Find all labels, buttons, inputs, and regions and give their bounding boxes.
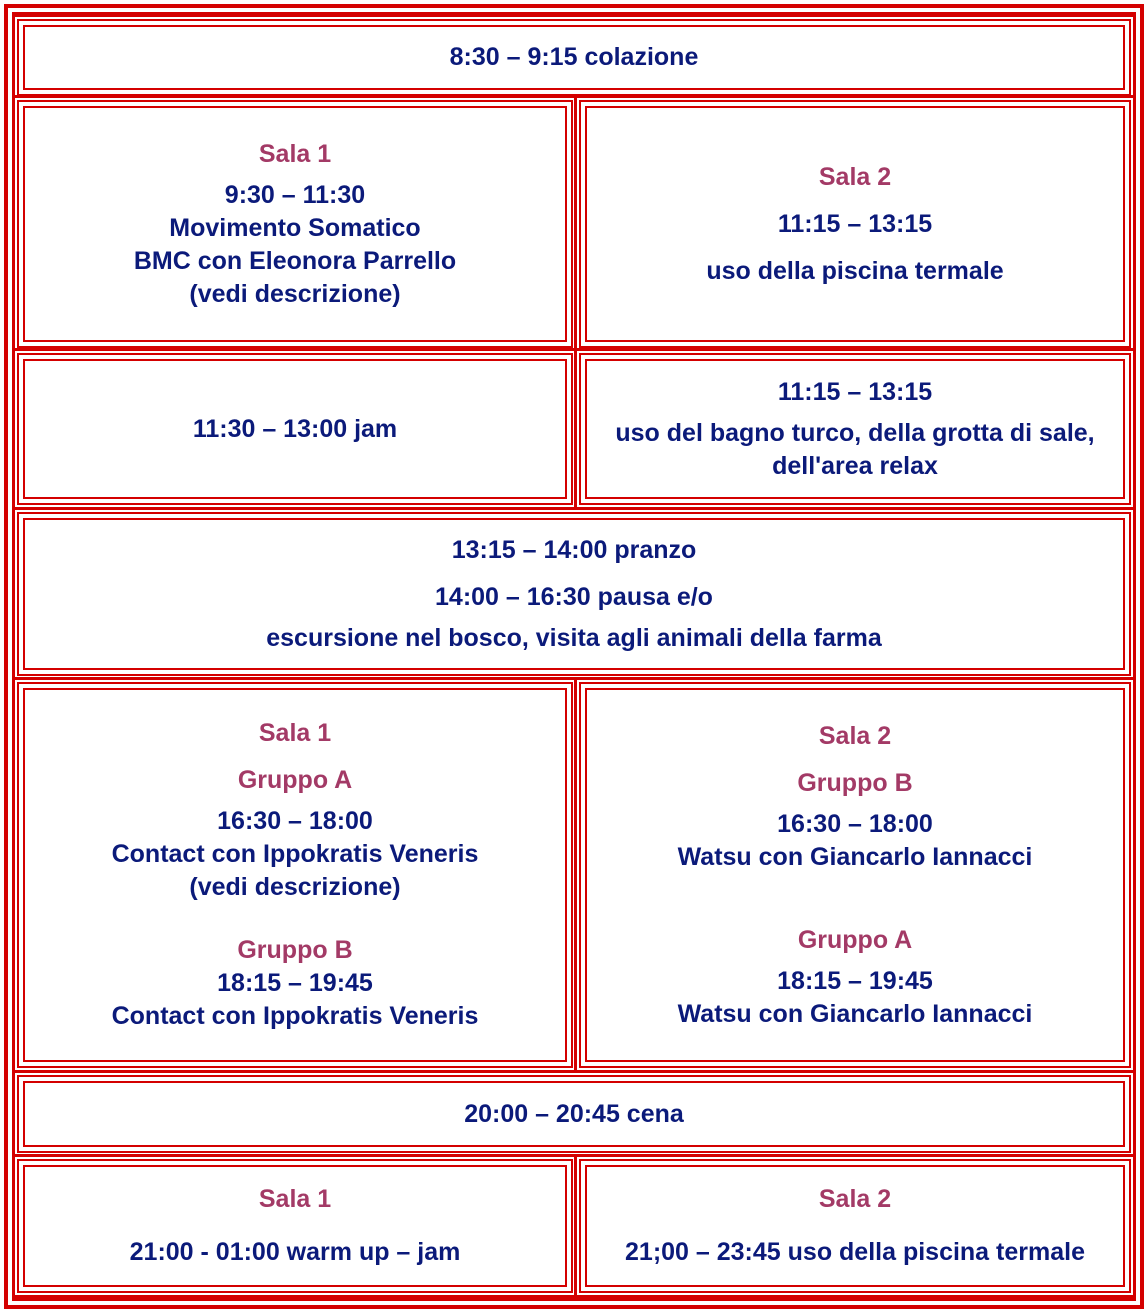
group-label: Gruppo B [237, 936, 353, 964]
session-teacher: BMC con Eleonora Parrello [133, 246, 457, 275]
break-line: 14:00 – 16:30 pausa e/o [435, 582, 713, 611]
breakfast-text: 8:30 – 9:15 colazione [449, 43, 699, 71]
session-title: Watsu con Giancarlo Iannacci [677, 842, 1033, 871]
spa-cell [579, 353, 1131, 505]
session-time: 11:15 – 13:15 [777, 377, 933, 406]
session-time: 18:15 – 19:45 [217, 969, 373, 997]
dinner-text: 20:00 – 20:45 cena [464, 1099, 684, 1128]
room-label: Sala 2 [818, 162, 892, 191]
evening-sala2-cell [579, 1159, 1131, 1293]
session-time: 18:15 – 19:45 [777, 966, 933, 995]
excursion-line: escursione nel bosco, visita agli animali della farma [266, 623, 882, 652]
session-title: 21:00 - 01:00 warm up – jam [129, 1238, 461, 1266]
spa-line: uso del bagno turco, della grotta di sale, [615, 418, 1095, 447]
room-label: Sala 2 [818, 721, 892, 750]
group-label: Gruppo A [797, 925, 913, 954]
session-time: 16:30 – 18:00 [777, 809, 933, 838]
session-note: (vedi descrizione) [189, 873, 401, 901]
session-title: Contact con Ippokratis Veneris [111, 1002, 479, 1030]
group-label: Gruppo B [797, 768, 913, 797]
session-title: 21;00 – 23:45 uso della piscina termale [625, 1238, 1085, 1266]
morning-sala2-cell [579, 100, 1131, 348]
session-title: Watsu con Giancarlo Iannacci [677, 999, 1033, 1028]
afternoon-sala1-cell [17, 682, 573, 1068]
room-label: Sala 1 [258, 719, 332, 747]
session-title: Movimento Somatico [169, 213, 421, 242]
room-label: Sala 1 [258, 1185, 332, 1213]
morning-sala1-cell [17, 100, 573, 348]
jam-cell [17, 353, 573, 505]
session-note: (vedi descrizione) [189, 279, 401, 308]
room-label: Sala 1 [258, 139, 332, 168]
session-time: 9:30 – 11:30 [224, 180, 366, 209]
session-time: 11:15 – 13:15 [777, 209, 933, 238]
evening-sala1-cell [17, 1159, 573, 1293]
breakfast-cell [17, 19, 1131, 96]
spa-line: dell'area relax [772, 451, 938, 480]
group-label: Gruppo A [237, 766, 353, 794]
session-time: 16:30 – 18:00 [217, 807, 373, 835]
dinner-cell [17, 1075, 1131, 1153]
room-label: Sala 2 [818, 1185, 892, 1213]
lunch-line: 13:15 – 14:00 pranzo [451, 535, 697, 564]
afternoon-sala2-cell [579, 682, 1131, 1068]
session-title: Contact con Ippokratis Veneris [111, 840, 479, 868]
lunch-cell [17, 512, 1131, 676]
jam-text: 11:30 – 13:00 jam [192, 414, 398, 443]
session-title: uso della piscina termale [706, 256, 1004, 285]
